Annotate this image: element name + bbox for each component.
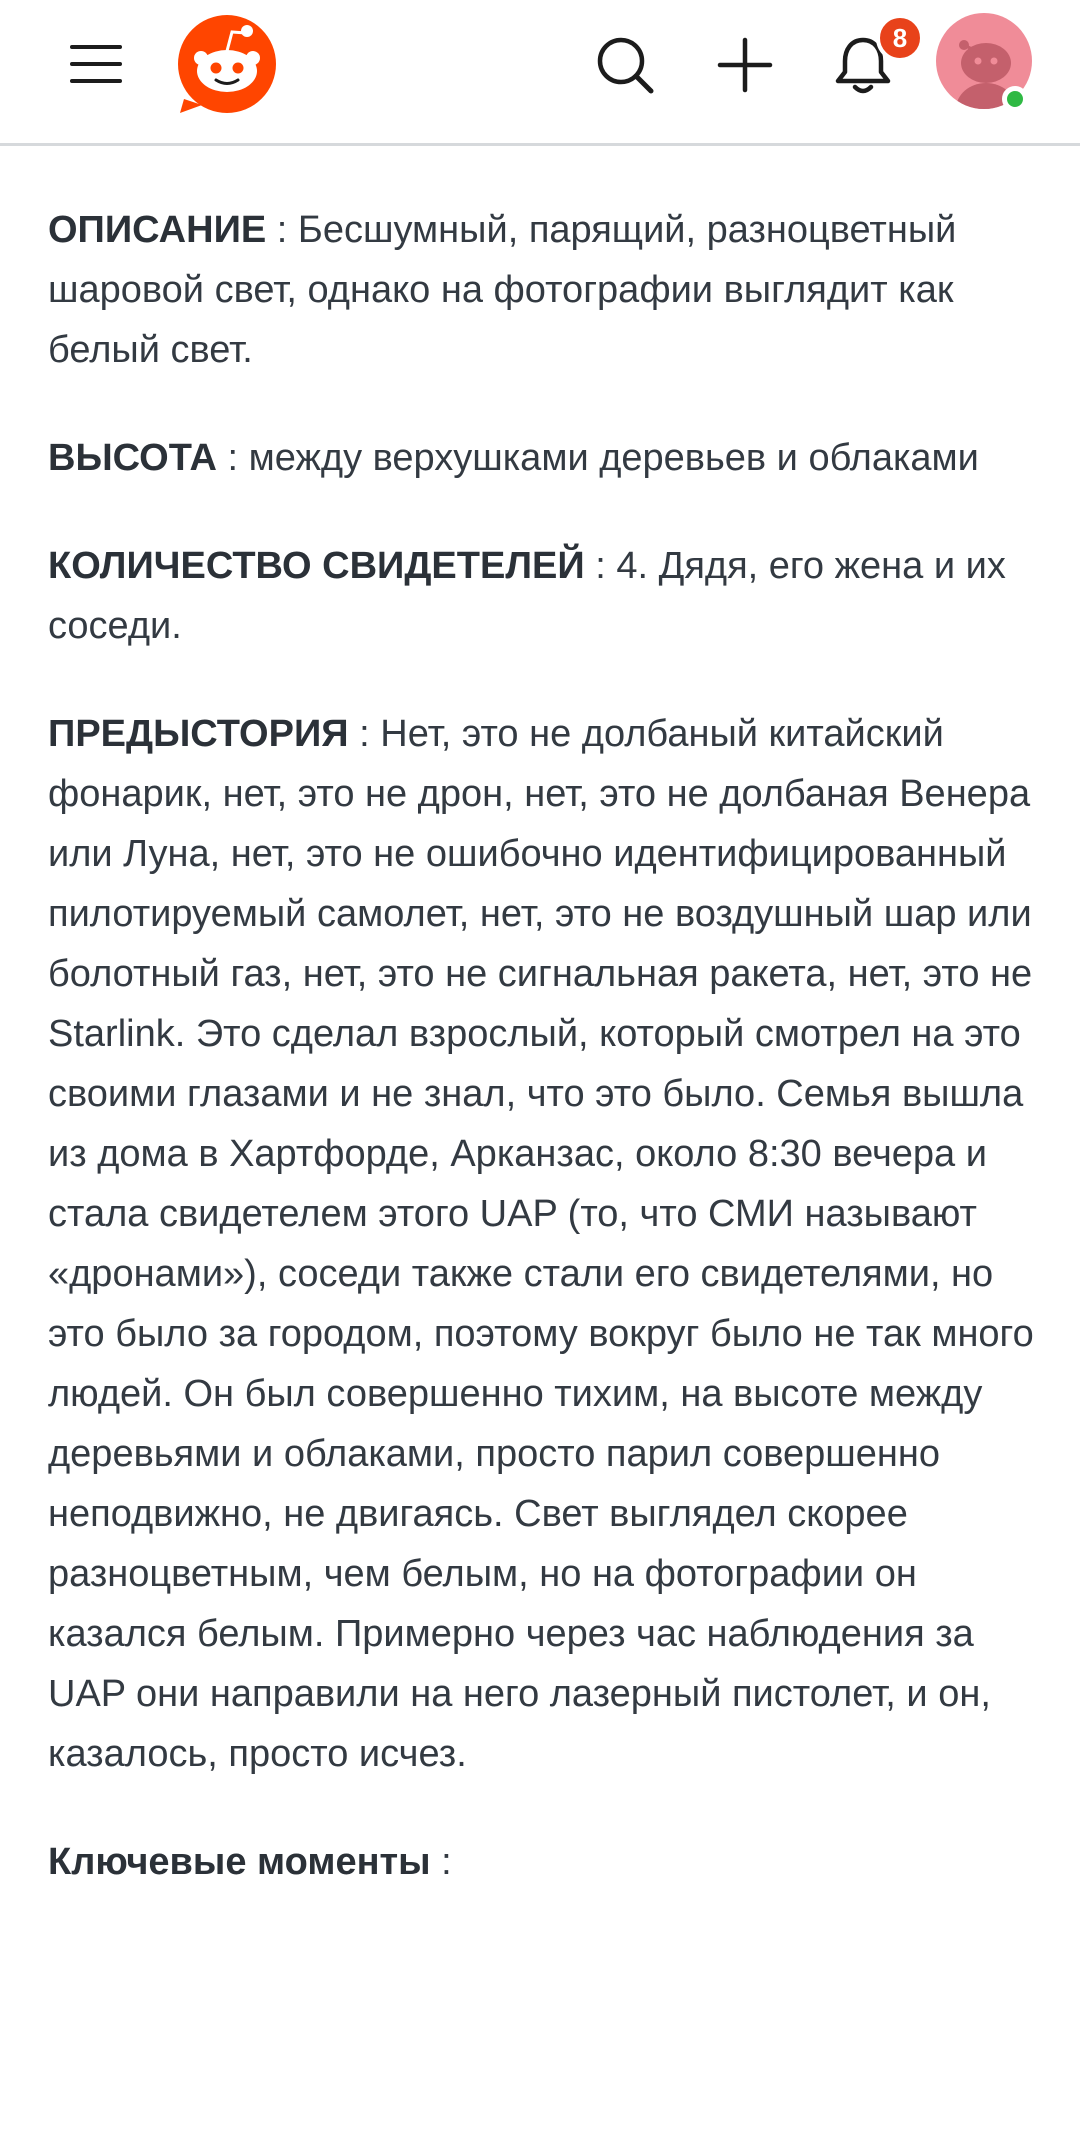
witnesses-text: 4. Дядя, его жена и их соседи.	[48, 545, 1006, 647]
key-points-separator: :	[430, 1841, 452, 1883]
witnesses-separator: :	[584, 545, 617, 587]
altitude-label: ВЫСОТА	[48, 437, 217, 479]
description-separator: :	[266, 209, 298, 251]
background-text: Нет, это не долбаный китайский фонарик, нет, это не дрон, нет, это не долбаная Венера или Луна, нет, это не ошибочно идентифицированный пилотируемый самолет, нет, это не воздушный шар или болотный газ, нет, это не сигнальная ракета, нет, это не Starlink. Это сделал взрослый, который смотрел на это своими глазами и не знал, что это было. Семья вышла из дома в Хартфорде, Арканзас, около 8:30 вечера и стала свидетелем этого UAP (то, что СМИ называют «дронами»), соседи также стали его свидетелями, но это было за городом, поэтому вокруг было не так много людей. Он был совершенно тихим, на высоте между деревьями и облаками, просто парил совершенно неподвижно, не двигаясь. Свет выглядел скорее разноцветным, чем белым, но на фотографии он казался белым. Примерно через час наблюдения за UAP они направили на него лазерный пистолет, и он, казалось, просто исчез.	[48, 713, 1034, 1775]
post-body	[48, 200, 1048, 1940]
background-paragraph	[48, 704, 1048, 1784]
create-post-plus-icon[interactable]	[700, 20, 790, 110]
description-text: Бесшумный, парящий, разноцветный шаровой свет, однако на фотографии выглядит как белый свет.	[48, 209, 957, 371]
altitude-paragraph	[48, 428, 1048, 488]
witnesses-paragraph	[48, 536, 1048, 656]
key-points-paragraph	[48, 1832, 1048, 1892]
key-points-label: Ключевые моменты	[48, 1841, 431, 1883]
witnesses-label: КОЛИЧЕСТВО СВИДЕТЕЛЕЙ	[48, 545, 585, 587]
notification-count-badge: 8	[876, 14, 924, 62]
search-icon[interactable]	[580, 20, 670, 110]
description-label: ОПИСАНИЕ	[48, 209, 267, 251]
background-separator: :	[348, 713, 381, 755]
hamburger-menu-icon[interactable]	[56, 24, 136, 104]
altitude-text: между верхушками деревьев и облаками	[248, 437, 979, 479]
background-label: ПРЕДЫСТОРИЯ	[48, 713, 349, 755]
reddit-logo[interactable]	[176, 13, 278, 115]
description-paragraph	[48, 200, 1048, 380]
online-status-indicator	[1002, 86, 1028, 112]
top-navigation-bar	[0, 0, 1080, 146]
altitude-separator: :	[216, 437, 249, 479]
